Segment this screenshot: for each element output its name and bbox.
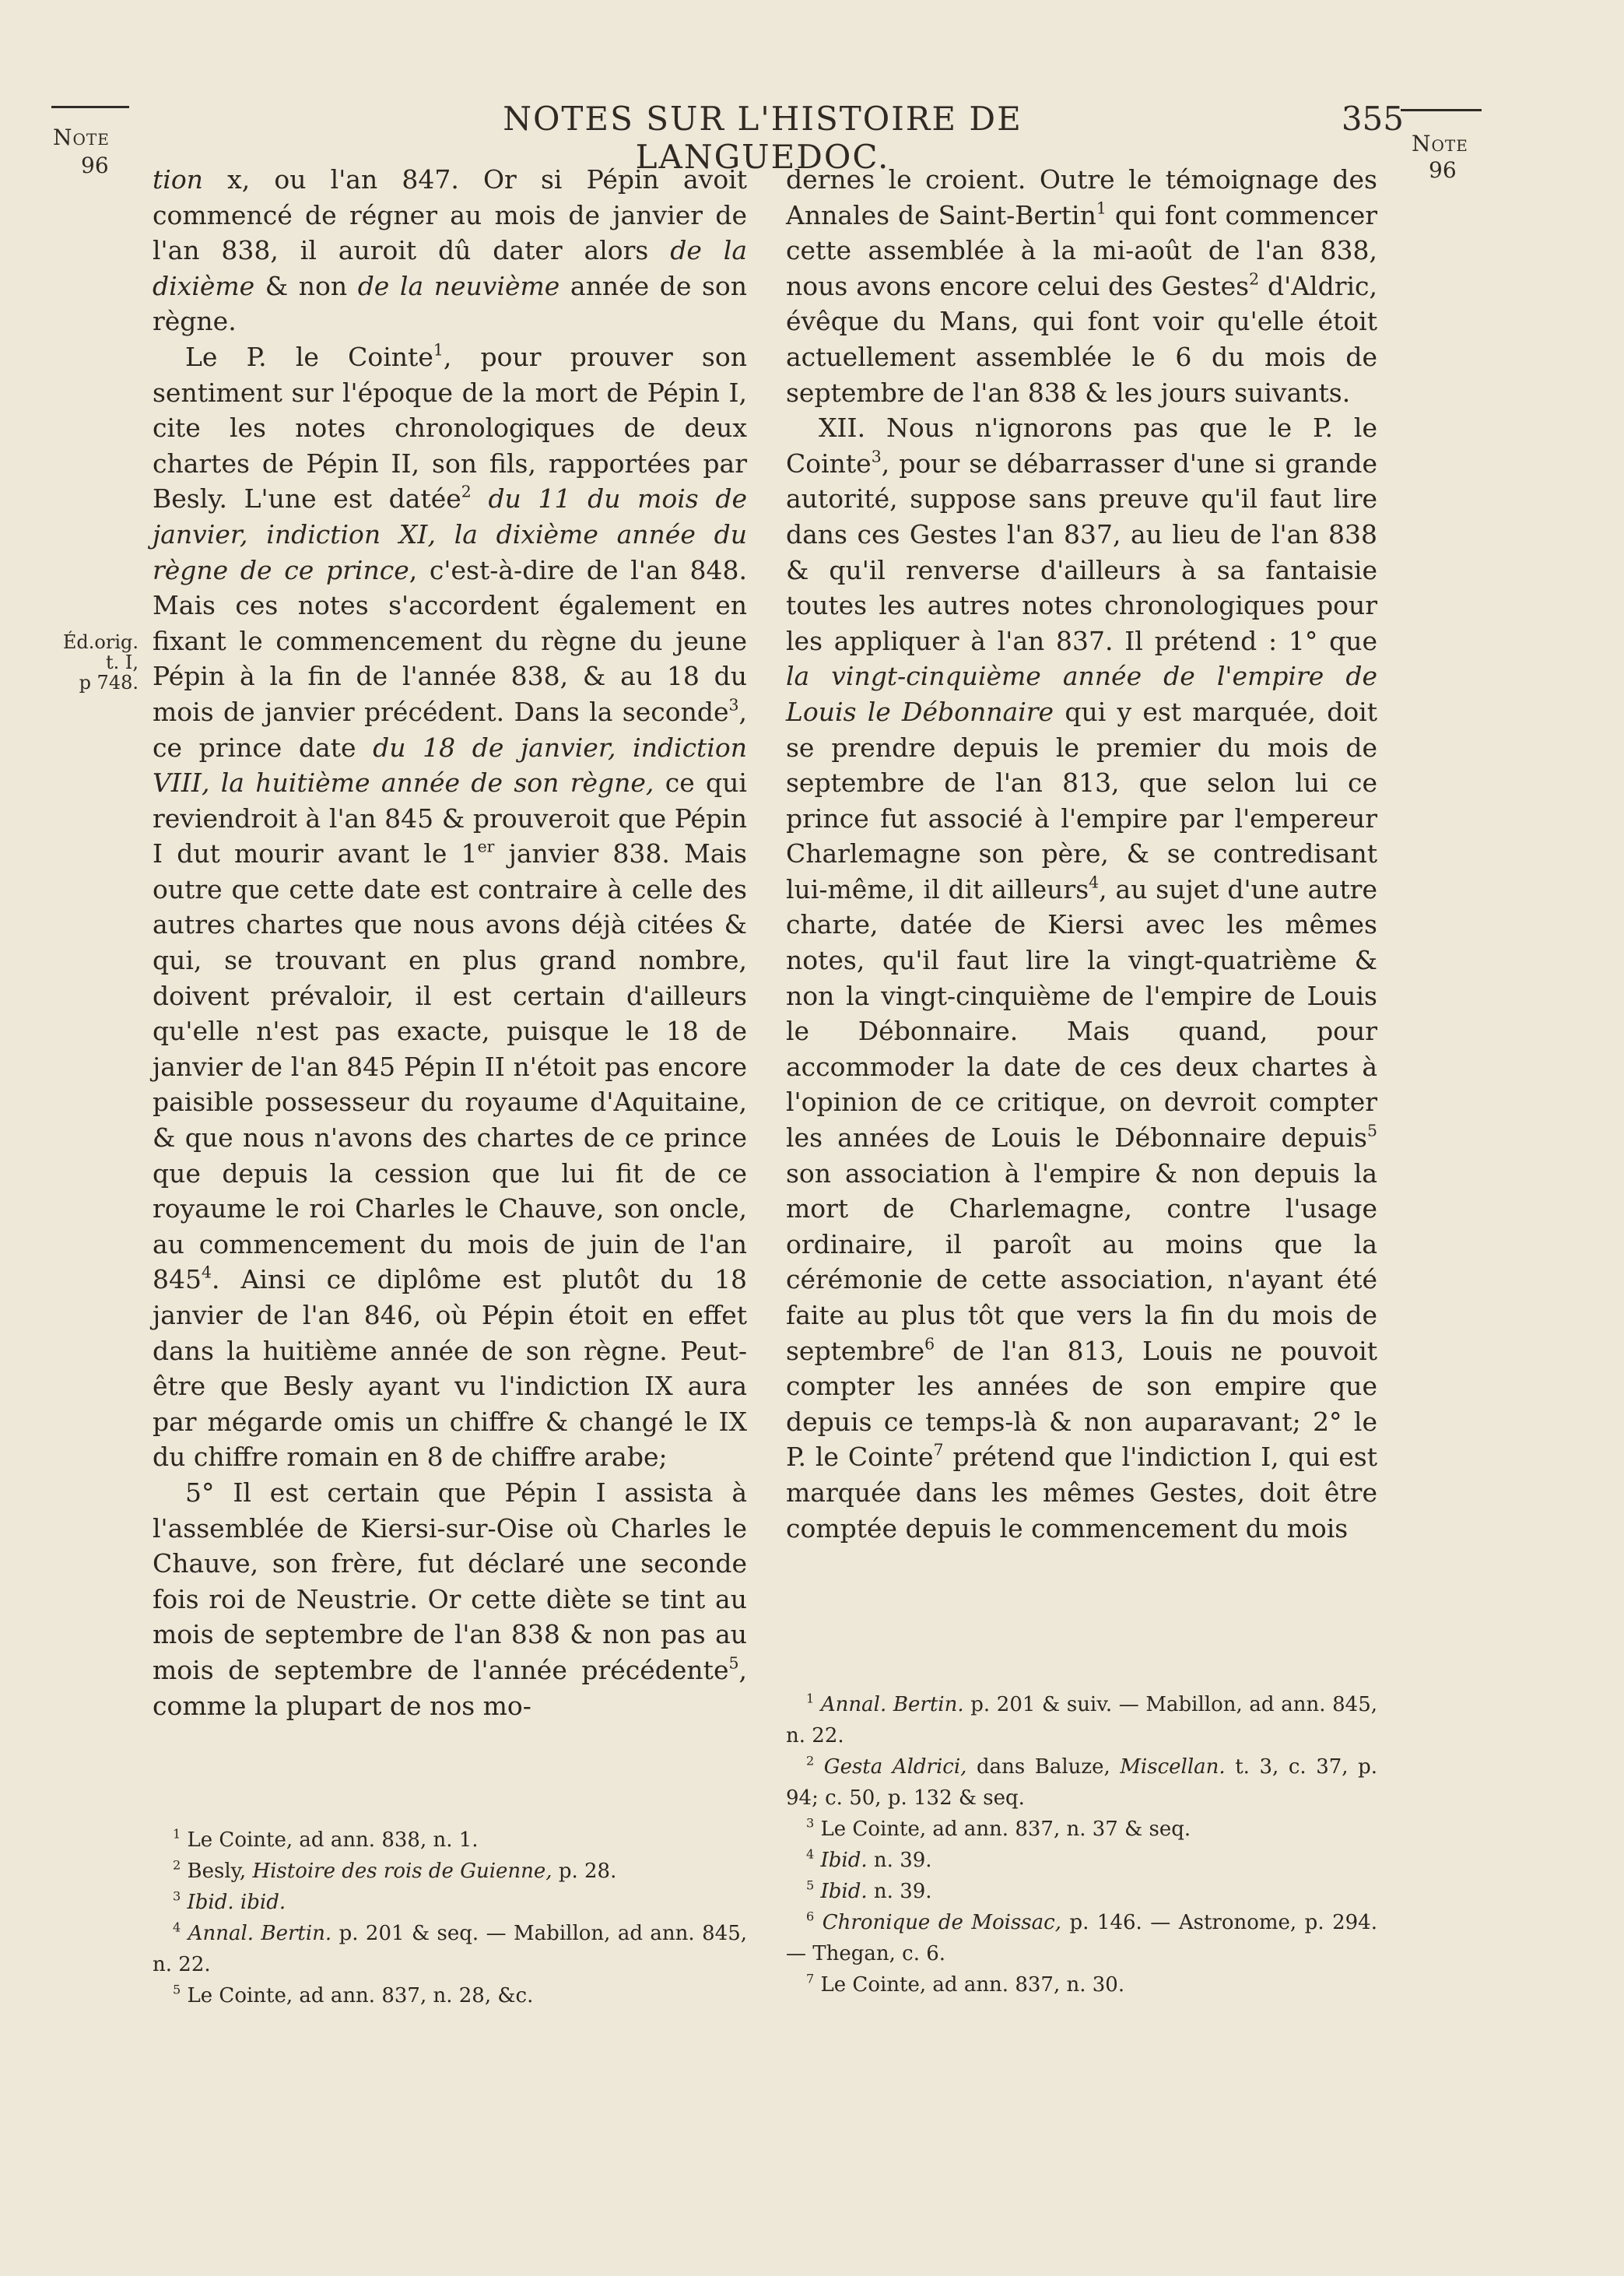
footnote-ref: 3 [871,447,882,466]
text-fragment: d'Aldric, évêque du Mans, qui font voir qu'elle étoit actuellement assemblée le 6 du mois de septembre de l'an 838 & les jours suivants. [786,270,1377,408]
footnote-ref: 1 [1096,198,1107,218]
footnote-ref: 4 [202,1263,212,1283]
text-fragment: qui y est marquée, doit se prendre depuis le premier du mois de septembre de l'an 813, que selon lui ce prince fut associé à l'empire par l'empereur Charlemagne son père, & se contredisant lui-même, il dit ailleurs [786,696,1378,904]
text-fragment: n. 39. [867,1880,932,1903]
right-paragraph-1 [786,162,1377,410]
text-fragment: Annal. Bertin. [820,1693,964,1716]
text-fragment: , c'est-à-dire de l'an 848. Mais ces notes s'accordent également en fixant le commencement du règne du jeune Pépin à la fin de l'année 838, & au 18 du mois de janvier précédent. Dans la seconde [153,554,747,727]
text-fragment: , comme la plupart de nos mo- [153,1654,747,1721]
right-note-label: Note [1412,131,1468,156]
text-fragment: , ce prince date [153,696,747,763]
text-fragment: p. 201 & seq. — Mabillon, ad ann. 845, n. 22. [153,1922,748,1976]
footnote-ref: 1 [433,340,444,360]
left-paragraph-2 [153,339,747,1475]
text-fragment: n. 39. [867,1849,932,1872]
text-fragment: de la dixième [153,235,747,301]
text-fragment: tion [153,164,203,195]
left-footnotes [153,1825,747,2011]
text-fragment: prétend que l'indiction I, qui est marquée dans les mêmes Gestes, doit être comptée depuis le commencement du mois [786,1442,1377,1544]
right-paragraph-2 [786,410,1377,1546]
footnote-number: 5 [173,1982,181,1997]
footnote [153,1856,747,1887]
footnote [153,1887,747,1918]
text-fragment: Le P. le Cointe [185,341,433,372]
text-fragment: Ibid. ibid. [187,1891,286,1914]
text-fragment: la vingt-cinquième année de l'empire de Louis le Débonnaire [786,661,1377,727]
footnote [786,1907,1377,1969]
text-fragment: . Ainsi ce diplôme est plutôt du 18 janvier de l'an 846, où Pépin étoit en effet dans la huitième année de son règne. Peut-être que Besly ayant vu l'indiction IX aura par mégarde omis un chiffre & changé le IX du chiffre romain en 8 de chiffre arabe; [153,1264,747,1473]
footnote [786,1814,1377,1845]
footnote-number: 3 [806,1815,815,1831]
text-fragment: Histoire des rois de Guienne, [252,1860,552,1883]
text-fragment: x, ou l'an 847. Or si Pépin avoit commencé de régner au mois de janvier de l'an 838, il auroit dû dater alors [153,164,747,266]
ed-orig-page: p 748. [79,672,139,694]
left-paragraph-3 [153,1475,747,1723]
text-fragment [472,483,489,514]
left-header-rule [51,106,129,108]
footnote [153,1825,747,1856]
footnote-number: 4 [806,1846,815,1862]
footnote [786,1751,1377,1814]
footnote-number: 3 [173,1888,181,1904]
text-fragment: t. 3, c. 37, p. 94; c. 50, p. 132 & seq. [786,1755,1378,1810]
text-fragment: Le Cointe, ad ann. 837, n. 28, &c. [187,1984,534,2007]
footnote-number: 2 [806,1753,815,1768]
right-note-number: 96 [1429,157,1457,183]
footnote-ref: 3 [728,695,739,715]
text-fragment: p. 28. [552,1860,617,1883]
text-fragment: du 11 du mois de janvier, indiction XI, la dixième année du règne de ce prince [153,483,748,585]
text-fragment: Chronique de Moissac, [822,1911,1061,1934]
footnote-ref: 5 [728,1653,739,1673]
text-fragment: Besly, [187,1860,253,1883]
text-fragment: , au sujet d'une autre charte, datée de Kiersi avec les mêmes notes, qu'il faut lire la vingt-quatrième & non la vingt-cinquième de l'empire de Louis le Débonnaire. Mais quand, pour accommoder la date de ces deux chartes à l'opinion de ce critique, on devroit compter les années de Louis le Débonnaire depuis [786,873,1377,1154]
text-fragment: 5° Il est certain que Pépin I assista à l'assemblée de Kiersi-sur-Oise où Charles le Chauve, son frère, fut déclaré une seconde fois roi de Neustrie. Or cette diète se tint au mois de septembre de l'an 838 & non pas au mois de septembre de l'année précédente [153,1477,747,1685]
right-header-rule [1401,109,1482,111]
text-fragment: Le Cointe, ad ann. 837, n. 30. [820,1973,1125,1997]
footnote-ref: 5 [1366,1121,1377,1140]
text-fragment: Le Cointe, ad ann. 838, n. 1. [187,1828,479,1852]
right-footnotes [786,1689,1377,2000]
footnote-number: 5 [806,1877,815,1893]
footnote [786,1969,1377,2000]
right-column-text [786,162,1377,1546]
footnote-ref: 2 [1249,269,1260,289]
ed-orig-volume: t. I, [105,652,139,673]
text-fragment: dans Baluze, [966,1755,1121,1779]
text-fragment: p. 146. — Astronome, p. 294. — Thegan, c. 6. [786,1911,1377,1965]
text-fragment: Gesta Aldrici, [823,1755,967,1779]
footnote [786,1845,1377,1876]
text-fragment: XII. Nous n'ignorons pas que le P. le Cointe [786,413,1377,479]
text-fragment: de la neuvième [357,270,560,301]
footnote-number: 4 [173,1919,181,1935]
left-column-text [153,162,747,1723]
text-fragment: ce qui reviendroit à l'an 845 & prouveroit que Pépin I dut mourir avant le 1 [153,767,747,869]
footnote [153,1980,747,2011]
running-header-title: NOTES SUR L'HISTOIRE DE LANGUEDOC. [503,100,1022,176]
text-fragment: , pour prouver son sentiment sur l'époque de la mort de Pépin I, cite les notes chronologiques de deux chartes de Pépin II, son fils, rapportées par Besly. L'une est datée [153,341,747,515]
text-fragment: , pour se débarrasser d'une si grande autorité, suppose sans preuve qu'il faut lire dans ces Gestes l'an 837, au lieu de l'an 838 & qu'il renverse d'ailleurs à sa fantaisie toutes les autres notes chronologiques pour les appliquer à l'an 837. Il prétend : 1° que [786,448,1377,656]
text-fragment: qui font commencer cette assemblée à la mi-août de l'an 838, nous avons encore celui des Gestes [786,199,1378,301]
footnote-number: 1 [173,1826,181,1842]
text-fragment: Le Cointe, ad ann. 837, n. 37 & seq. [820,1818,1191,1841]
text-fragment: du 18 de janvier, indiction VIII, la huitième année de son règne, [153,732,747,799]
footnote [786,1876,1377,1907]
footnote-number: 7 [806,1971,815,1986]
footnote-ref: 2 [461,483,472,502]
edition-original-note [47,632,139,693]
footnote [153,1918,747,1980]
footnote-ref: 4 [1089,873,1100,892]
text-fragment: p. 201 & suiv. — Mabillon, ad ann. 845, n. 22. [786,1693,1378,1747]
text-fragment: dernes le croient. Outre le témoignage des Annales de Saint-Bertin [786,164,1377,230]
left-paragraph-1 [153,162,747,339]
footnote [786,1689,1377,1751]
footnote-number: 6 [806,1909,815,1924]
text-fragment: Annal. Bertin. [188,1922,332,1945]
ordinal-superscript: er [477,837,495,856]
text-fragment: son association à l'empire & non depuis la mort de Charlemagne, contre l'usage ordinaire, il paroît au moins que la cérémonie de cette association, n'ayant été faite au plus tôt que vers la fin du mois de septembre [786,1157,1377,1366]
footnote-ref: 6 [924,1334,935,1354]
page-number: 355 [1341,100,1404,138]
text-fragment: Ibid. [820,1849,868,1872]
text-fragment: Ibid. [820,1880,868,1903]
ed-orig-line: Éd.orig. [62,631,139,653]
left-note-number: 96 [81,153,109,178]
text-fragment: Miscellan. [1120,1755,1226,1779]
text-fragment: de l'an 813, Louis ne pouvoit compter les années de son empire que depuis ce temps-là & non auparavant; 2° le P. le Cointe [786,1335,1377,1473]
footnote-number: 1 [806,1691,815,1706]
footnote-number: 2 [173,1857,181,1873]
left-note-label: Note [53,125,110,150]
text-fragment: janvier 838. Mais outre que cette date est contraire à celle des autres chartes que nous avons déjà citées & qui, se trouvant en plus grand nombre, doivent prévaloir, il est certain d'ailleurs qu'elle n'est pas exacte, puisque le 18 de janvier de l'an 845 Pépin II n'étoit pas encore paisible possesseur du royaume d'Aquitaine, & que nous n'avons des chartes de ce prince que depuis la cession que lui fit de ce royaume le roi Charles le Chauve, son oncle, au commencement du mois de juin de l'an 845 [153,838,747,1295]
text-fragment: année de son règne. [153,270,747,337]
footnote-ref: 7 [933,1441,944,1460]
text-fragment: & non [254,270,358,301]
